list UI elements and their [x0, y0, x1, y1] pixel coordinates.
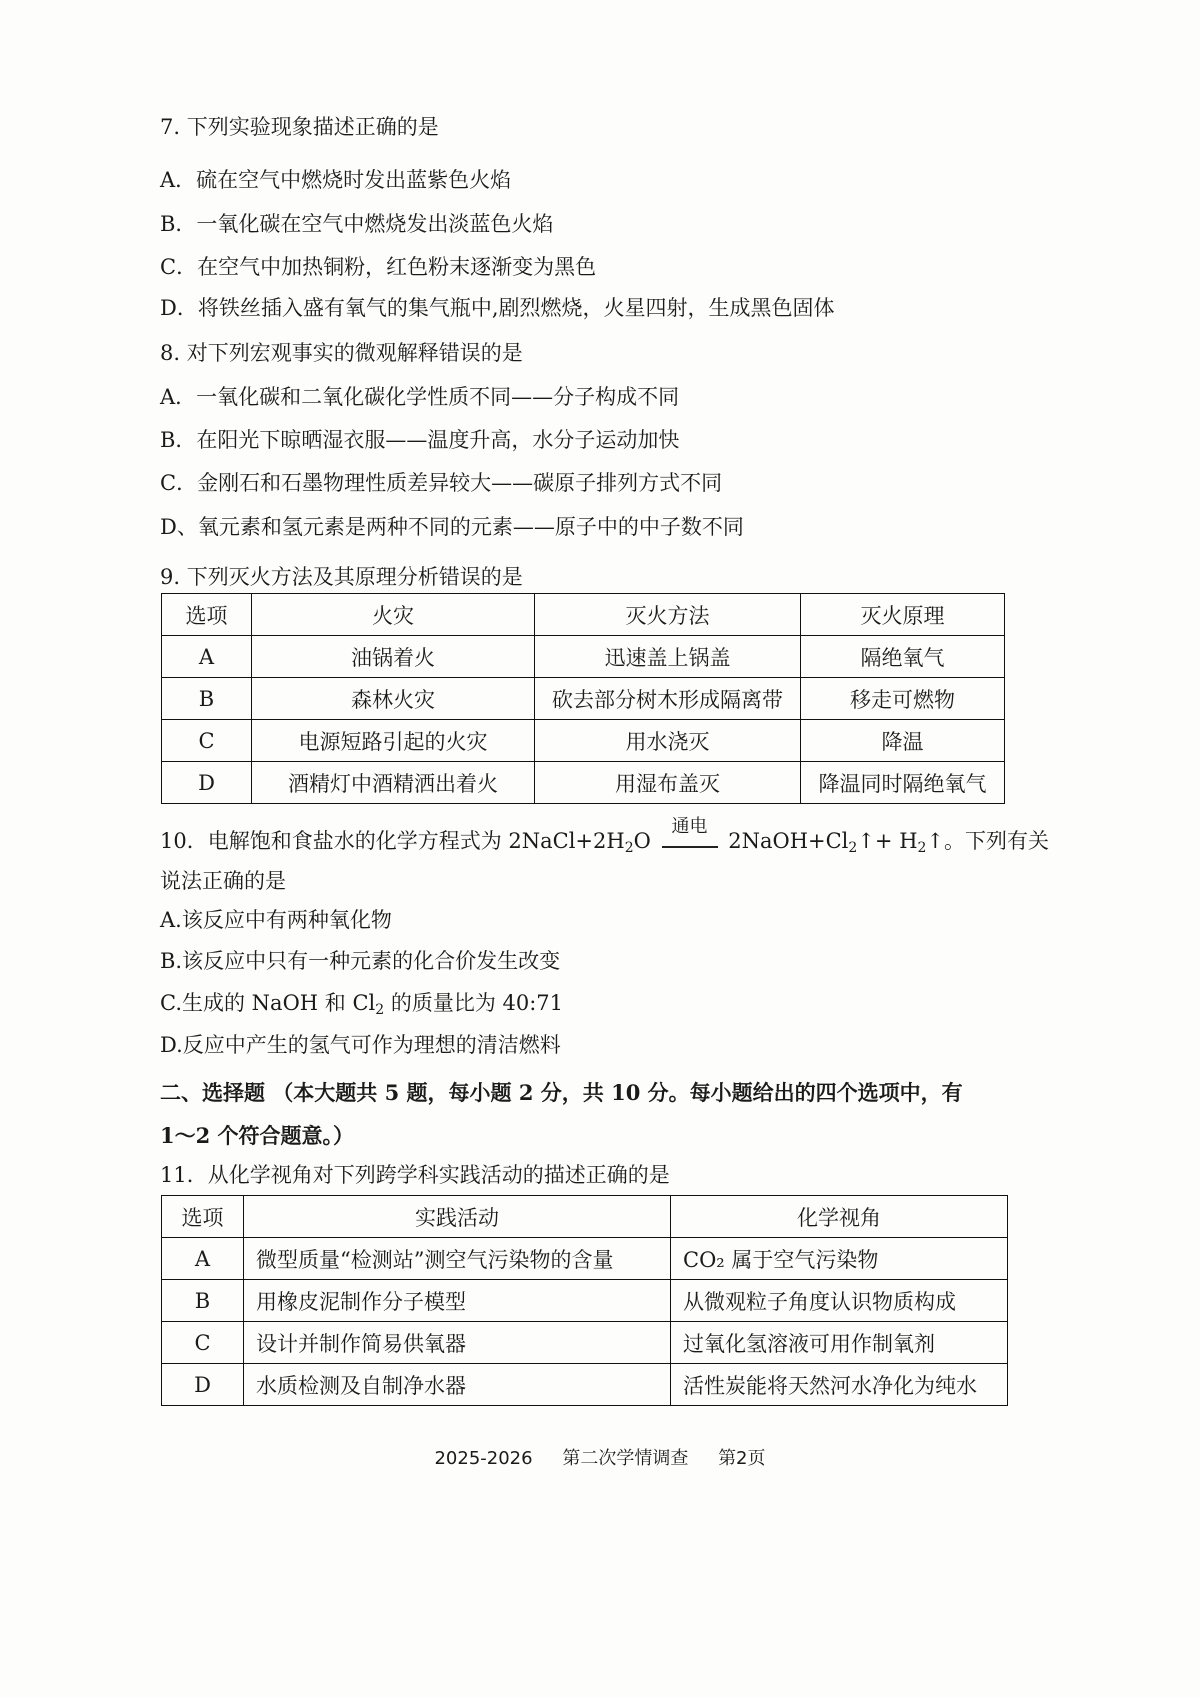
table-cell: 用湿布盖灭: [535, 762, 801, 804]
table-header-cell: 灭火方法: [535, 594, 801, 636]
q7-option-d: D．将铁丝插入盛有氧气的集气瓶中,剧烈燃烧，火星四射，生成黑色固体: [160, 296, 835, 320]
table-header-row: [162, 594, 1005, 636]
table-cell: 电源短路引起的火灾: [252, 720, 535, 762]
footer-title: 第二次学情调查: [562, 1448, 689, 1469]
q8-stem: 8. 对下列宏观事实的微观解释错误的是: [160, 341, 523, 365]
q10-option-b: B.该反应中只有一种元素的化合价发生改变: [160, 949, 561, 973]
table-cell: C: [162, 1322, 244, 1364]
q10-subscript: 2: [624, 840, 634, 856]
q10-option-c-pre: C.生成的 NaOH 和 Cl: [160, 991, 376, 1015]
q10-option-d: D.反应中产生的氢气可作为理想的清洁燃料: [160, 1033, 561, 1057]
table-cell: 用橡皮泥制作分子模型: [244, 1280, 671, 1322]
table-cell: 降温同时隔绝氧气: [801, 762, 1005, 804]
q10-stem-start: 10．电解饱和食盐水的化学方程式为 2NaCl+2H: [160, 829, 625, 853]
table-cell: 设计并制作简易供氧器: [244, 1322, 671, 1364]
table-cell: 酒精灯中酒精洒出着火: [252, 762, 535, 804]
table-header-cell: 灭火原理: [801, 594, 1005, 636]
q10-stem: [160, 816, 1050, 863]
q8-option-c: C．金刚石和石墨物理性质差异较大——碳原子排列方式不同: [160, 471, 723, 495]
table-cell: 油锅着火: [252, 636, 535, 678]
reaction-condition-label: 通电: [671, 816, 708, 837]
footer-year: 2025-2026: [434, 1448, 533, 1469]
q9-table: [161, 593, 1005, 804]
table-header-cell: 化学视角: [671, 1196, 1008, 1238]
table-row: [162, 1238, 1008, 1280]
table-cell: 森林火灾: [252, 678, 535, 720]
table-cell: 活性炭能将天然河水净化为纯水: [671, 1364, 1008, 1406]
table-cell: 迅速盖上锅盖: [535, 636, 801, 678]
q10-stem-end: ↑。下列有关: [926, 829, 1050, 853]
table-cell: 过氧化氢溶液可用作制氧剂: [671, 1322, 1008, 1364]
reaction-condition: [658, 816, 722, 856]
q10-stem-o: O: [633, 829, 651, 853]
table-cell: 用水浇灭: [535, 720, 801, 762]
table-cell: D: [162, 1364, 244, 1406]
table-header-cell: 选项: [162, 594, 252, 636]
table-cell: CO₂ 属于空气污染物: [671, 1238, 1008, 1280]
reaction-arrow-bar: [662, 846, 718, 848]
table-row: [162, 1322, 1008, 1364]
table-row: [162, 636, 1005, 678]
table-row: [162, 1364, 1008, 1406]
q11-table: [161, 1195, 1008, 1406]
table-cell: 移走可燃物: [801, 678, 1005, 720]
table-cell: C: [162, 720, 252, 762]
q10-option-c-post: 的质量比为 40:71: [384, 991, 564, 1015]
table-row: [162, 762, 1005, 804]
q11-stem: 11．从化学视角对下列跨学科实践活动的描述正确的是: [160, 1163, 670, 1187]
page-footer: [0, 1444, 1200, 1470]
q9-stem: 9. 下列灭火方法及其原理分析错误的是: [160, 565, 523, 589]
table-header-cell: 选项: [162, 1196, 244, 1238]
table-cell: A: [162, 1238, 244, 1280]
table-cell: 隔绝氧气: [801, 636, 1005, 678]
q10-subscript: 2: [848, 840, 858, 856]
table-row: [162, 1280, 1008, 1322]
q10-option-a: A.该反应中有两种氧化物: [160, 908, 392, 932]
q8-option-a: A．一氧化碳和二氧化碳化学性质不同——分子构成不同: [160, 385, 680, 409]
table-cell: B: [162, 678, 252, 720]
q8-option-d: D、氧元素和氢元素是两种不同的元素——原子中的中子数不同: [160, 515, 744, 539]
table-header-cell: 实践活动: [244, 1196, 671, 1238]
table-cell: 水质检测及自制净水器: [244, 1364, 671, 1406]
q7-option-b: B．一氧化碳在空气中燃烧发出淡蓝色火焰: [160, 212, 554, 236]
table-header-row: [162, 1196, 1008, 1238]
q10-subscript: 2: [375, 1002, 385, 1018]
table-cell: B: [162, 1280, 244, 1322]
section2-heading: 二、选择题 （本大题共 5 题，每小题 2 分，共 10 分。每小题给出的四个选项中，有: [160, 1080, 963, 1105]
q10-option-c: [160, 988, 563, 1025]
table-row: [162, 678, 1005, 720]
table-cell: 微型质量“检测站”测空气污染物的含量: [244, 1238, 671, 1280]
table-cell: 砍去部分树木形成隔离带: [535, 678, 801, 720]
table-cell: 降温: [801, 720, 1005, 762]
table-row: [162, 720, 1005, 762]
q7-stem: 7. 下列实验现象描述正确的是: [160, 115, 439, 139]
section2-heading-line2: 1～2 个符合题意。）: [160, 1123, 355, 1148]
q10-subscript: 2: [917, 840, 927, 856]
table-cell: D: [162, 762, 252, 804]
table-cell: A: [162, 636, 252, 678]
q7-option-c: C．在空气中加热铜粉，红色粉末逐渐变为黑色: [160, 255, 597, 279]
q10-plus-h: ↑+ H: [857, 829, 918, 853]
table-cell: 从微观粒子角度认识物质构成: [671, 1280, 1008, 1322]
q7-option-a: A．硫在空气中燃烧时发出蓝紫色火焰: [160, 168, 512, 192]
footer-page-number: 第2页: [718, 1448, 766, 1469]
table-header-cell: 火灾: [252, 594, 535, 636]
q8-option-b: B．在阳光下晾晒湿衣服——温度升高，水分子运动加快: [160, 428, 680, 452]
q10-stem-line2: 说法正确的是: [160, 869, 286, 893]
q10-products: 2NaOH+Cl: [728, 829, 849, 853]
